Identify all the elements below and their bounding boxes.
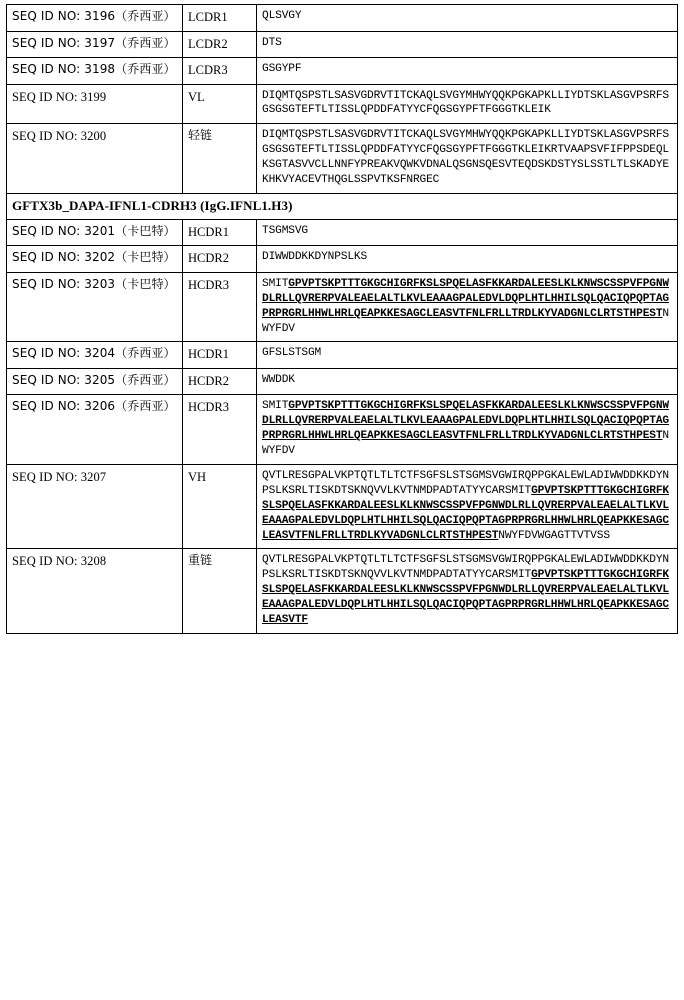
sequence-segment: NWYFDV <box>262 430 669 458</box>
seq-id-cell: SEQ ID NO: 3204（乔西亚） <box>7 342 183 369</box>
sequence-segment: DIQMTQSPSTLSASVGDRVTITCKAQLSVGYMHWYQQKPGKAPKLLIYDTSKLASGVPSRFSGSGSGTEFTLTISSLQPDDFATYYCFQGSGYPFTFGGGTKLEIK <box>262 89 669 117</box>
sequence-cell <box>257 5 678 32</box>
seq-id-cell: SEQ ID NO: 3205（乔西亚） <box>7 368 183 395</box>
section-header-label: GFTX3b_DAPA-IFNL1-CDRH3 (IgG.IFNL1.H3) <box>7 193 678 219</box>
table-row <box>7 124 678 194</box>
sequence-segment: TSGMSVG <box>262 224 308 237</box>
region-cell: HCDR3 <box>183 272 257 342</box>
region-cell: 轻链 <box>183 124 257 194</box>
region-cell: HCDR2 <box>183 368 257 395</box>
table-section-header-row <box>7 193 678 219</box>
seq-id-cell: SEQ ID NO: 3202（卡巴特） <box>7 246 183 273</box>
table-row <box>7 368 678 395</box>
seq-id-cell: SEQ ID NO: 3198（乔西亚） <box>7 58 183 85</box>
table-row <box>7 219 678 246</box>
sequence-segment: NWYFDVWGAGTTVTVSS <box>498 529 610 542</box>
table-row <box>7 84 678 124</box>
sequence-listing-table <box>6 4 678 634</box>
sequence-segment: QVTLRESGPALVKPTQTLTLTCTFSGFSLSTSGMSVGWIRQPPGKALEWLADIWWDDKKDYNPSLKSRLTISKDTSKNQVVLKVTNMDPADTATYYCARSMIT <box>262 554 669 582</box>
sequence-segment: WWDDK <box>262 373 295 386</box>
sequence-segment-emphasized: GPVPTSKPTTTGKGCHIGRFKSLSPQELASFKKARDALEESLKLKNWSCSSPVFPGNWDLRLLQVRERPVALEAELALTLKVLEAAAGPALEDVLDQPLHTLHHILSQLQACIQPQPTAGPRPRGRLHHWLHRLQEAPKKESAGCLEASVTFNLFRLLTRDLKYVADGNLCLRTSTHPEST <box>262 484 669 542</box>
region-cell: 重链 <box>183 549 257 633</box>
seq-id-cell: SEQ ID NO: 3201（卡巴特） <box>7 219 183 246</box>
region-cell: HCDR3 <box>183 395 257 465</box>
region-cell: LCDR3 <box>183 58 257 85</box>
table-row <box>7 464 678 548</box>
sequence-cell <box>257 395 678 465</box>
table-row <box>7 246 678 273</box>
sequence-segment: QLSVGY <box>262 10 302 22</box>
sequence-cell <box>257 464 678 548</box>
sequence-cell <box>257 124 678 194</box>
seq-id-cell: SEQ ID NO: 3208 <box>7 549 183 633</box>
sequence-cell <box>257 31 678 58</box>
sequence-cell <box>257 219 678 246</box>
sequence-cell <box>257 272 678 342</box>
table-row <box>7 395 678 465</box>
table-row <box>7 342 678 369</box>
sequence-segment: SMIT <box>262 277 289 290</box>
seq-id-cell: SEQ ID NO: 3196（乔西亚） <box>7 5 183 32</box>
seq-id-cell: SEQ ID NO: 3207 <box>7 464 183 548</box>
region-cell: LCDR1 <box>183 5 257 32</box>
sequence-segment-emphasized: GPVPTSKPTTTGKGCHIGRFKSLSPQELASFKKARDALEESLKLKNWSCSSPVFPGNWDLRLLQVRERPVALEAELALTLKVLEAAAGPALEDVLDQPLHTLHHILSQLQACIQPQPTAGPRPRGRLHHWLHRLQEAPKKESAGCLEASVTFNLFRLLTRDLKYVADGNLCLRTSTHPEST <box>262 400 669 443</box>
sequence-cell <box>257 246 678 273</box>
region-cell: LCDR2 <box>183 31 257 58</box>
region-cell: VH <box>183 464 257 548</box>
sequence-cell <box>257 342 678 369</box>
sequence-segment: GFSLSTSGM <box>262 347 322 360</box>
region-cell: HCDR1 <box>183 219 257 246</box>
table-row <box>7 31 678 58</box>
sequence-cell <box>257 549 678 633</box>
table-row <box>7 58 678 85</box>
sequence-segment-emphasized: GPVPTSKPTTTGKGCHIGRFKSLSPQELASFKKARDALEESLKLKNWSCSSPVFPGNWDLRLLQVRERPVALEAELALTLKVLEAAAGPALEDVLDQPLHTLHHILSQLQACIQPQPTAGPRPRGRLHHWLHRLQEAPKKESAGCLEASVTFNLFRLLTRDLKYVADGNLCLRTSTHPEST <box>262 277 669 320</box>
seq-id-cell: SEQ ID NO: 3203（卡巴特） <box>7 272 183 342</box>
sequence-segment-emphasized: GPVPTSKPTTTGKGCHIGRFKSLSPQELASFKKARDALEESLKLKNWSCSSPVFPGNWDLRLLQVRERPVALEAELALTLKVLEAAAGPALEDVLDQPLHTLHHILSQLQACIQPQPTAGPRPRGRLHHWLHRLQEAPKKESAGCLEASVTF <box>262 569 669 626</box>
sequence-cell <box>257 84 678 124</box>
sequence-segment: QVTLRESGPALVKPTQTLTLTCTFSGFSLSTSGMSVGWIRQPPGKALEWLADIWWDDKKDYNPSLKSRLTISKDTSKNQVVLKVTNMDPADTATYYCARSMIT <box>262 469 669 497</box>
seq-id-cell: SEQ ID NO: 3200 <box>7 124 183 194</box>
region-cell: HCDR1 <box>183 342 257 369</box>
region-cell: VL <box>183 84 257 124</box>
sequence-segment: DTS <box>262 36 282 49</box>
seq-id-cell: SEQ ID NO: 3197（乔西亚） <box>7 31 183 58</box>
table-body <box>7 5 678 634</box>
table-row <box>7 272 678 342</box>
sequence-segment: NWYFDV <box>262 307 669 335</box>
seq-id-cell: SEQ ID NO: 3206（乔西亚） <box>7 395 183 465</box>
seq-id-cell: SEQ ID NO: 3199 <box>7 84 183 124</box>
table-row <box>7 549 678 633</box>
table-row <box>7 5 678 32</box>
sequence-cell <box>257 58 678 85</box>
sequence-cell <box>257 368 678 395</box>
sequence-segment: SMIT <box>262 400 289 413</box>
sequence-segment: DIQMTQSPSTLSASVGDRVTITCKAQLSVGYMHWYQQKPGKAPKLLIYDTSKLASGVPSRFSGSGSGTEFTLTISSLQPDDFATYYCFQGSGYPFTFGGGTKLEIKRTVAAPSVFIFPPSDEQLKSGTASVVCLLNNFYPREAKVQWKVDNALQSGNSQESVTEQDSKDSTYSLSSTLTLSKADYEKHKVYACEVTHQGLSSPVTKSFNRGEC <box>262 129 669 186</box>
sequence-segment: GSGYPF <box>262 63 302 75</box>
region-cell: HCDR2 <box>183 246 257 273</box>
sequence-segment: DIWWDDKKDYNPSLKS <box>262 251 368 264</box>
